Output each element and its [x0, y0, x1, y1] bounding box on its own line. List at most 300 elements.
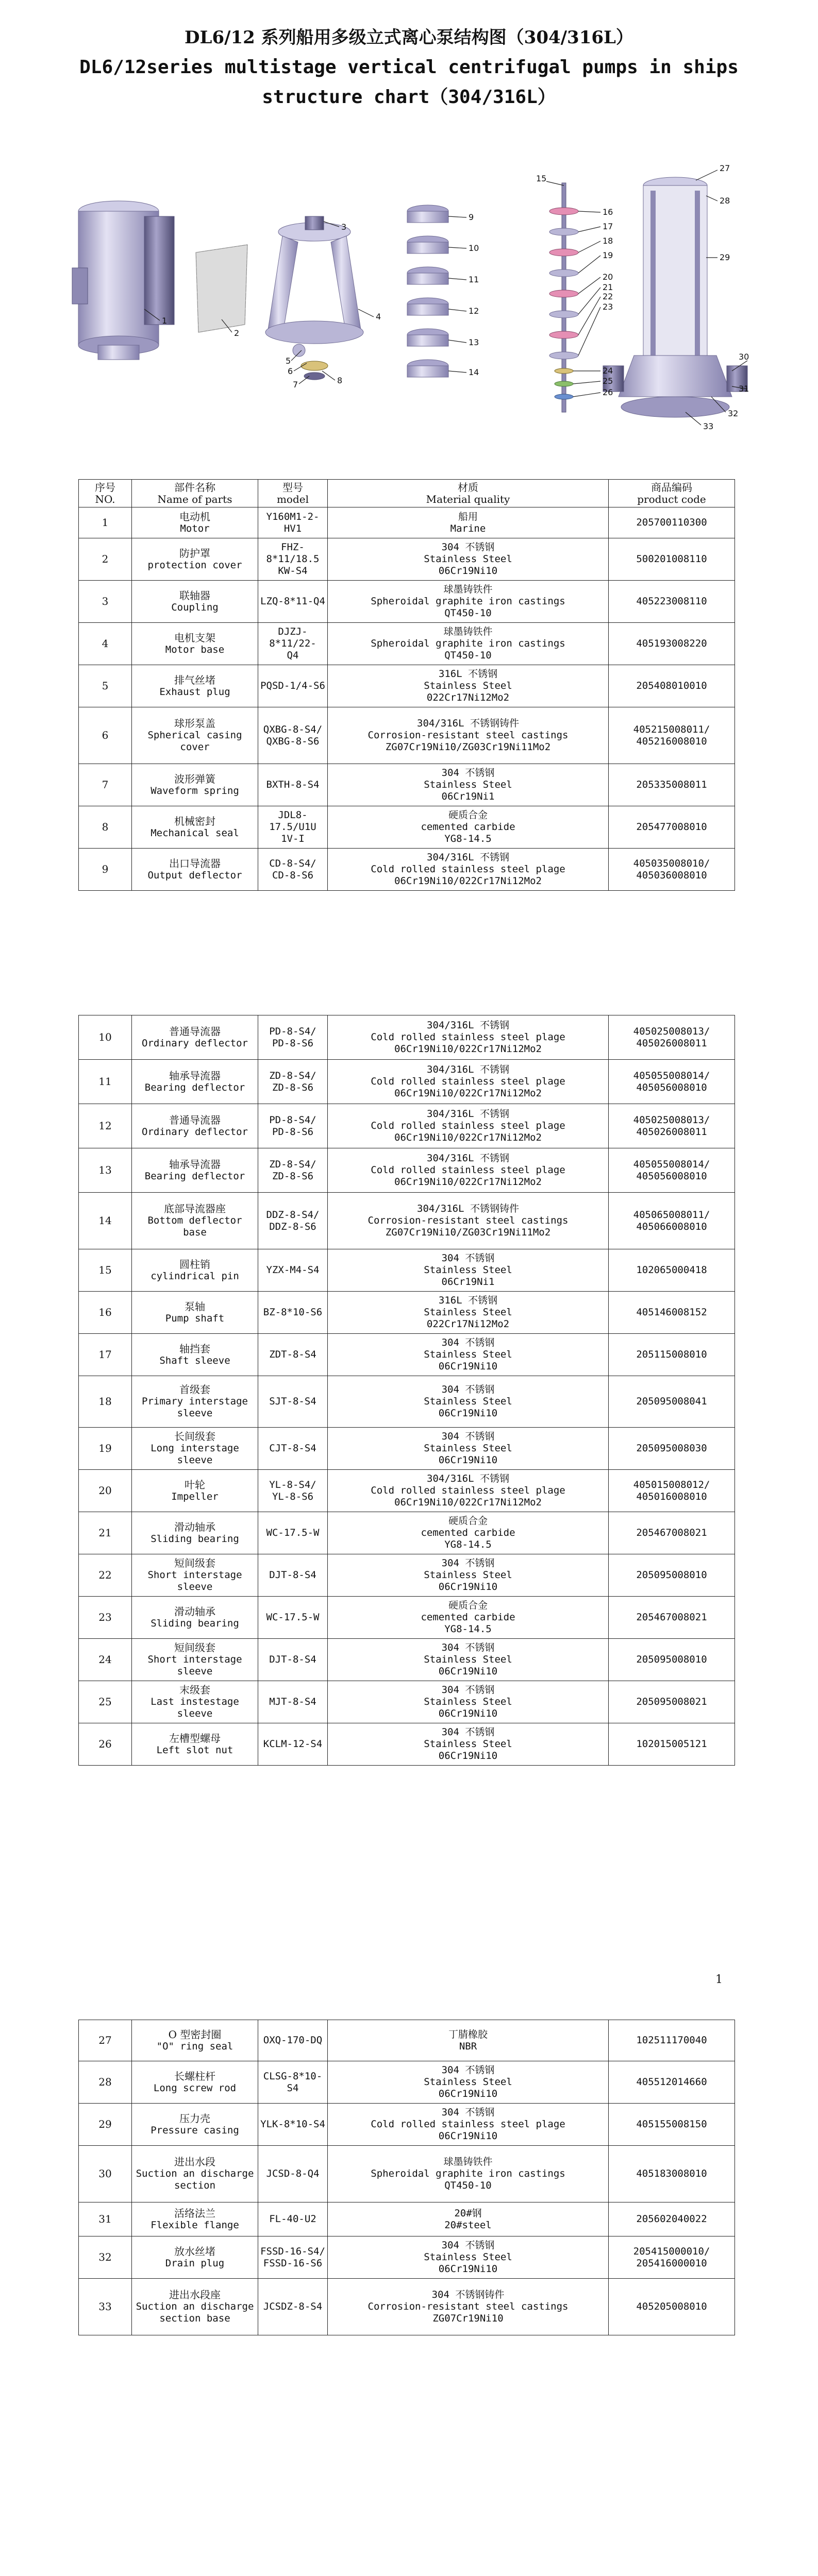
callout-30: 30: [739, 352, 749, 362]
part-material-line: 06Cr19Ni10: [438, 1666, 498, 1677]
part-material: [328, 1376, 609, 1428]
part-material-line: Cold rolled stainless steel plage: [371, 2119, 565, 2130]
row-number: 1: [79, 507, 132, 538]
part-name-en: Pump shaft: [165, 1312, 225, 1324]
product-code-line: 405216008010: [636, 735, 707, 747]
part-material-line: Cold rolled stainless steel plage: [371, 1164, 565, 1176]
row-number: 31: [79, 2202, 132, 2236]
part-name-zh: 滑动轴承: [174, 1520, 215, 1533]
part-material-line: 06Cr19Ni10: [438, 1708, 498, 1719]
part-model-line: PD-8-S6: [272, 1126, 314, 1138]
parts-table-3: [78, 2020, 735, 2335]
table-row: [79, 538, 735, 581]
part-model: [258, 1334, 328, 1376]
product-code: [609, 1060, 735, 1104]
product-code-line: 102511170040: [636, 2035, 707, 2046]
product-code-line: 205477008010: [636, 821, 707, 833]
part-model: [258, 1723, 328, 1766]
part-material-line: YG8-14.5: [444, 1623, 492, 1635]
header-code-line: 商品编码: [651, 481, 692, 494]
part-material-line: 06Cr19Ni10/022Cr17Ni12Mo2: [394, 875, 542, 887]
product-code: [609, 1723, 735, 1766]
product-code-line: 405055008014/: [633, 1070, 710, 1081]
part-model: [258, 1148, 328, 1193]
part-material: [328, 806, 609, 849]
product-code: [609, 1554, 735, 1597]
product-code: [609, 2104, 735, 2146]
part-model-line: PD-8-S4/: [269, 1114, 316, 1126]
product-code-line: 405205008010: [636, 2301, 707, 2312]
part-name-en: "O" ring seal: [156, 2040, 233, 2052]
callout-26: 26: [603, 387, 613, 397]
part-model: [258, 1104, 328, 1148]
part-name-zh: 排气丝堵: [174, 673, 215, 686]
part-name-en: Pressure casing: [151, 2124, 239, 2136]
part-material: [328, 1723, 609, 1766]
part-material: [328, 1148, 609, 1193]
header-material-line: Material quality: [426, 493, 510, 505]
callout-3: 3: [341, 222, 347, 232]
table-row: [79, 1249, 735, 1292]
row-number: 30: [79, 2146, 132, 2202]
part-material: [328, 623, 609, 665]
product-code: [609, 1639, 735, 1681]
part-material-line: 304 不锈钢: [441, 1726, 495, 1738]
part-material-line: Stainless Steel: [424, 1349, 512, 1360]
part-model-line: FSSD-16-S4/: [260, 2245, 325, 2257]
part-material: [328, 581, 609, 623]
part-name-zh: 普通导流器: [169, 1113, 221, 1126]
row-number: 33: [79, 2279, 132, 2335]
part-name-en: Short interstage sleeve: [147, 1569, 242, 1592]
product-code-line: 405223008110: [636, 596, 707, 607]
part-material-line: QT450-10: [444, 650, 492, 661]
part-material-line: 304 不锈钢: [441, 1384, 495, 1395]
deflector-stack: [407, 205, 448, 377]
part-material-line: Spheroidal graphite iron castings: [371, 596, 565, 607]
part-model: [258, 1292, 328, 1334]
part-material-line: 304 不锈钢: [441, 541, 495, 553]
callout-20: 20: [603, 272, 613, 282]
part-material-line: 06Cr19Ni10: [438, 2088, 498, 2099]
part-name: [132, 1148, 258, 1193]
part-material-line: 06Cr19Ni10: [438, 1750, 498, 1761]
part-model: [258, 2020, 328, 2061]
part-name: [132, 623, 258, 665]
part-name: [132, 1428, 258, 1470]
callout-5: 5: [286, 356, 291, 366]
part-material-line: 06Cr19Ni10/022Cr17Ni12Mo2: [394, 1088, 542, 1099]
part-material: [328, 2104, 609, 2146]
callout-32: 32: [728, 409, 739, 418]
part-name-zh: 滑动轴承: [174, 1605, 215, 1618]
product-code: [609, 507, 735, 538]
part-name-zh: 进出水段座: [169, 2289, 221, 2301]
part-model-line: PD-8-S6: [272, 1037, 314, 1049]
part-name-zh: 首级套: [179, 1383, 210, 1396]
table-row: [79, 1015, 735, 1060]
table-row: [79, 806, 735, 849]
part-material-line: 硬质合金: [448, 1600, 488, 1611]
product-code: [609, 2061, 735, 2104]
part-material-line: 06Cr19Ni10/022Cr17Ni12Mo2: [394, 1176, 542, 1188]
row-number: 24: [79, 1639, 132, 1681]
product-code-line: 205115008010: [636, 1349, 707, 1360]
part-name: [132, 1512, 258, 1554]
part-material-line: Marine: [450, 522, 486, 534]
part-name-en: Waveform spring: [151, 785, 239, 796]
part-name-en: Left slot nut: [156, 1744, 233, 1756]
part-material: [328, 1470, 609, 1512]
part-material-line: NBR: [459, 2040, 477, 2052]
part-material-line: 304/316L 不锈钢: [427, 1064, 509, 1075]
part-material: [328, 507, 609, 538]
row-number: 14: [79, 1193, 132, 1249]
header-name-line: 部件名称: [174, 481, 215, 494]
product-code: [609, 1597, 735, 1639]
part-name: [132, 1292, 258, 1334]
part-material-line: 06Cr19Ni10/022Cr17Ni12Mo2: [394, 1043, 542, 1055]
part-name-zh: 轴承导流器: [169, 1069, 221, 1082]
part-name-en: Suction an discharge section base: [136, 2301, 254, 2324]
row-number: 10: [79, 1015, 132, 1060]
part-name-zh: 电动机: [179, 510, 210, 523]
part-name: [132, 1060, 258, 1104]
product-code: [609, 1292, 735, 1334]
part-model-line: CD-8-S4/: [269, 857, 316, 869]
part-name: [132, 764, 258, 806]
product-code: [609, 764, 735, 806]
product-code-line: 405146008152: [636, 1307, 707, 1318]
part-name-en: Motor base: [165, 643, 225, 655]
part-name: [132, 1597, 258, 1639]
row-number: 22: [79, 1554, 132, 1597]
product-code-line: 205700110300: [636, 517, 707, 528]
table-row: [79, 2020, 735, 2061]
part-model-line: PQSD-1/4-S6: [260, 680, 325, 691]
part-name: [132, 1554, 258, 1597]
header-code: [609, 480, 735, 507]
part-model: [258, 538, 328, 581]
product-code: [609, 1512, 735, 1554]
seal-parts: [293, 344, 328, 380]
part-name-zh: 电机支架: [174, 631, 215, 644]
part-model-line: JCSDZ-8-S4: [263, 2301, 323, 2312]
part-name-en: Long interstage sleeve: [151, 1443, 239, 1466]
header-name: [132, 480, 258, 507]
product-code-line: 500201008110: [636, 553, 707, 565]
callout-16: 16: [603, 207, 613, 217]
part-model: [258, 2061, 328, 2104]
part-name: [132, 1470, 258, 1512]
part-material-line: Stainless Steel: [424, 680, 512, 691]
part-material: [328, 1428, 609, 1470]
part-material-line: 316L 不锈钢: [438, 668, 498, 680]
part-model: [258, 1554, 328, 1597]
callout-27: 27: [720, 163, 730, 173]
callout-29: 29: [720, 252, 730, 262]
part-name: [132, 1015, 258, 1060]
part-model-line: DJZJ-8*11/22-: [269, 626, 316, 649]
part-material-line: Stainless Steel: [424, 1654, 512, 1665]
callout-12: 12: [469, 306, 479, 316]
part-material-line: 304/316L 不锈钢: [427, 1020, 509, 1031]
part-material-line: Stainless Steel: [424, 1443, 512, 1454]
part-name-zh: 进出水段: [174, 2156, 215, 2168]
part-model-line: DJT-8-S4: [269, 1569, 316, 1581]
part-material-line: 304 不锈钢: [441, 1684, 495, 1696]
part-model-line: YL-8-S6: [272, 1490, 314, 1502]
part-model-line: KCLM-12-S4: [263, 1738, 323, 1750]
part-material-line: 304/316L 不锈钢: [427, 1153, 509, 1164]
part-material: [328, 1512, 609, 1554]
part-material-line: 06Cr19Ni10: [438, 1581, 498, 1592]
part-model: [258, 1376, 328, 1428]
table-row: [79, 581, 735, 623]
table-row: [79, 2202, 735, 2236]
part-name-en: Flexible flange: [151, 2219, 239, 2231]
part-name-en: Coupling: [171, 601, 219, 613]
product-code-line: 102065000418: [636, 1264, 707, 1276]
product-code-line: 405026008011: [636, 1126, 707, 1138]
row-number: 26: [79, 1723, 132, 1766]
product-code-line: 405025008013/: [633, 1025, 710, 1037]
part-material-line: 304/316L 不锈钢铸件: [417, 718, 519, 729]
table-row: [79, 507, 735, 538]
product-code-line: 405036008010: [636, 869, 707, 881]
row-number: 23: [79, 1597, 132, 1639]
part-material: [328, 1060, 609, 1104]
part-name: [132, 1723, 258, 1766]
product-code-line: 205416000010: [636, 2257, 707, 2269]
part-name-zh: 普通导流器: [169, 1025, 221, 1038]
part-name-en: Sliding bearing: [151, 1617, 239, 1629]
part-model-line: YZX-M4-S4: [266, 1264, 320, 1276]
row-number: 21: [79, 1512, 132, 1554]
product-code: [609, 1249, 735, 1292]
part-material: [328, 1104, 609, 1148]
part-material-line: Corrosion-resistant steel castings: [368, 1215, 569, 1226]
part-name: [132, 1104, 258, 1148]
part-name-en: Ordinary deflector: [142, 1126, 248, 1138]
part-model-line: FSSD-16-S6: [263, 2257, 323, 2269]
part-name: [132, 581, 258, 623]
part-model: [258, 849, 328, 891]
row-number: 16: [79, 1292, 132, 1334]
part-name-zh: O 型密封圈: [168, 2028, 222, 2041]
part-name: [132, 1249, 258, 1292]
part-model-line: OXQ-170-DQ: [263, 2035, 323, 2046]
callout-13: 13: [469, 337, 479, 347]
product-code: [609, 1681, 735, 1723]
parts-table-2: [78, 1015, 735, 1766]
part-name: [132, 2146, 258, 2202]
product-code-line: 205408010010: [636, 680, 707, 691]
part-material: [328, 1249, 609, 1292]
page-number-1: 1: [715, 1973, 723, 1986]
part-model: [258, 1470, 328, 1512]
part-material-line: Stainless Steel: [424, 1569, 512, 1581]
callout-11: 11: [469, 275, 479, 284]
callout-25: 25: [603, 376, 613, 386]
part-material-line: cemented carbide: [421, 821, 515, 833]
part-name: [132, 806, 258, 849]
part-material-line: Stainless Steel: [424, 1307, 512, 1318]
product-code-line: 405066008010: [636, 1221, 707, 1232]
row-number: 18: [79, 1376, 132, 1428]
row-number: 2: [79, 538, 132, 581]
part-name: [132, 707, 258, 764]
part-material-line: 304 不锈钢: [441, 767, 495, 778]
part-model: [258, 507, 328, 538]
part-name-en: Impeller: [171, 1490, 219, 1502]
part-name: [132, 538, 258, 581]
part-model-line: ZD-8-S6: [272, 1170, 314, 1182]
part-material-line: 316L 不锈钢: [438, 1295, 498, 1306]
part-material-line: 06Cr19Ni10: [438, 2263, 498, 2275]
part-material-line: 304/316L 不锈钢: [427, 852, 509, 863]
part-name-en: Shaft sleeve: [159, 1354, 230, 1366]
table-row: [79, 1512, 735, 1554]
callout-10: 10: [469, 243, 479, 253]
part-material: [328, 538, 609, 581]
part-name-zh: 压力壳: [179, 2112, 210, 2125]
part-material: [328, 1681, 609, 1723]
callout-31: 31: [739, 384, 749, 394]
shaft-assembly: [549, 183, 578, 412]
table-row: [79, 1148, 735, 1193]
part-material-line: Spheroidal graphite iron castings: [371, 2168, 565, 2179]
part-name-en: Suction an discharge section: [136, 2168, 254, 2191]
part-material: [328, 1193, 609, 1249]
part-material-line: 06Cr19Ni10: [438, 565, 498, 577]
part-name-zh: 短间级套: [174, 1557, 215, 1569]
part-material-line: Stainless Steel: [424, 1738, 512, 1750]
row-number: 25: [79, 1681, 132, 1723]
part-name: [132, 2279, 258, 2335]
product-code: [609, 849, 735, 891]
title-chinese: DL6/12 系列船用多级立式离心泵结构图（304/316L）: [185, 27, 633, 48]
exploded-view-svg: [67, 155, 753, 443]
part-model-line: CJT-8-S4: [269, 1443, 316, 1454]
row-number: 11: [79, 1060, 132, 1104]
exploded-pump-diagram: [67, 155, 753, 443]
callout-15: 15: [536, 174, 547, 183]
part-name-zh: 波形弹簧: [174, 772, 215, 785]
part-material-line: 硬质合金: [448, 1515, 488, 1527]
part-material-line: 304 不锈钢: [441, 2240, 495, 2251]
part-name-en: cylindrical pin: [151, 1270, 239, 1282]
table-row: [79, 2104, 735, 2146]
title-english-line1: DL6/12series multistage vertical centrifugal pumps in ships: [79, 57, 739, 78]
callout-17: 17: [603, 222, 613, 231]
part-name-zh: 放水丝堵: [174, 2245, 215, 2258]
part-name-zh: 活络法兰: [174, 2207, 215, 2219]
product-code-line: 405026008011: [636, 1037, 707, 1049]
product-code: [609, 1193, 735, 1249]
part-material-line: 304 不锈钢: [441, 1431, 495, 1442]
product-code: [609, 1015, 735, 1060]
table-row: [79, 2236, 735, 2279]
part-model-line: SJT-8-S4: [269, 1396, 316, 1407]
table-row: [79, 1681, 735, 1723]
table-row: [79, 1428, 735, 1470]
part-material: [328, 1015, 609, 1060]
part-name-zh: 叶轮: [185, 1478, 205, 1491]
part-material-line: 球墨铸铁件: [443, 584, 493, 595]
part-material: [328, 2236, 609, 2279]
product-code-line: 205602040022: [636, 2213, 707, 2225]
part-name-en: Bearing deflector: [144, 1170, 245, 1182]
part-model-line: QXBG-8-S4/: [263, 723, 323, 735]
part-name-en: Drain plug: [165, 2257, 225, 2269]
header-model-line: 型号: [282, 481, 303, 494]
part-material-line: 304 不锈钢: [441, 2107, 495, 2118]
row-number: 6: [79, 707, 132, 764]
callout-18: 18: [603, 236, 613, 246]
row-number: 4: [79, 623, 132, 665]
part-material-line: Cold rolled stainless steel plage: [371, 863, 565, 875]
row-number: 12: [79, 1104, 132, 1148]
product-code: [609, 1148, 735, 1193]
callout-2: 2: [234, 328, 240, 338]
product-code-line: 205095008041: [636, 1396, 707, 1407]
product-code: [609, 623, 735, 665]
part-material-line: cemented carbide: [421, 1612, 515, 1623]
part-material-line: QT450-10: [444, 2180, 492, 2191]
row-number: 28: [79, 2061, 132, 2104]
part-model-line: ZDT-8-S4: [269, 1349, 316, 1360]
part-material-line: 304 不锈钢: [441, 1252, 495, 1264]
part-material-line: 304/316L 不锈钢: [427, 1473, 509, 1484]
row-number: 17: [79, 1334, 132, 1376]
row-number: 3: [79, 581, 132, 623]
part-name-en: Exhaust plug: [159, 686, 230, 698]
part-name: [132, 1681, 258, 1723]
part-material-line: Stainless Steel: [424, 2251, 512, 2263]
callout-33: 33: [703, 421, 714, 431]
product-code-line: 102015005121: [636, 1738, 707, 1750]
callout-1: 1: [162, 316, 168, 326]
table-row: [79, 1334, 735, 1376]
part-name-zh: 机械密封: [174, 815, 215, 827]
product-code: [609, 581, 735, 623]
part-material-line: Stainless Steel: [424, 553, 512, 565]
part-material-line: QT450-10: [444, 607, 492, 619]
part-name-en: Long screw rod: [153, 2082, 237, 2094]
callout-24: 24: [603, 366, 613, 376]
part-name: [132, 2236, 258, 2279]
product-code-line: 405155008150: [636, 2119, 707, 2130]
part-material-line: 20#steel: [444, 2219, 492, 2231]
part-material-line: 304 不锈钢铸件: [431, 2289, 505, 2300]
product-code: [609, 665, 735, 707]
part-name-en: Primary interstage sleeve: [142, 1396, 248, 1419]
part-model: [258, 1681, 328, 1723]
part-model-line: CLSG-8*10-S4: [263, 2070, 323, 2094]
part-material-line: Stainless Steel: [424, 1396, 512, 1407]
part-model-line: CD-8-S6: [272, 869, 314, 881]
part-model-line: FHZ-8*11/18.5: [266, 541, 320, 565]
header-material-line: 材质: [458, 481, 478, 494]
table-row: [79, 1723, 735, 1766]
part-material-line: 304 不锈钢: [441, 1337, 495, 1348]
part-name: [132, 849, 258, 891]
product-code-line: 405025008013/: [633, 1114, 710, 1126]
part-material-line: 硬质合金: [448, 809, 488, 821]
part-material-line: 06Cr19Ni10/022Cr17Ni12Mo2: [394, 1132, 542, 1143]
row-number: 9: [79, 849, 132, 891]
